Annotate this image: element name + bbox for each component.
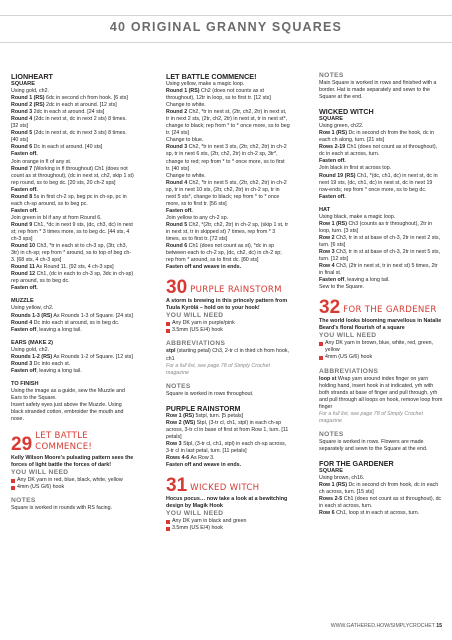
pattern-number: 30 xyxy=(166,277,188,299)
instruction-text xyxy=(11,264,135,271)
section-heading xyxy=(319,459,443,468)
instruction-label: Round 9 xyxy=(11,221,33,228)
instruction-body: Using the image as a guide, sew the Muzzle and Ears to the Square. xyxy=(11,387,125,401)
pattern-number: 29 xyxy=(11,434,33,456)
footer-url: WWW.GATHERED.HOW/SIMPLYCROCHET xyxy=(330,623,435,629)
instruction-text xyxy=(166,180,290,208)
instruction-label: Round 4 xyxy=(11,116,33,123)
pattern-intro xyxy=(166,298,290,312)
notes-heading xyxy=(319,368,443,376)
instruction-body: (starting petal) Ch3, 2-tr cl in third ch from hook, ch1 xyxy=(166,348,290,362)
instruction-label: Row 6 xyxy=(319,510,335,517)
instruction-text xyxy=(166,88,290,102)
instruction-text xyxy=(166,81,290,88)
pattern-heading xyxy=(166,277,290,299)
instruction-text xyxy=(11,166,135,187)
you-will-need-heading xyxy=(11,469,135,477)
page-footer xyxy=(312,623,442,629)
instruction-label: Fasten off. xyxy=(319,158,346,165)
instruction-text xyxy=(166,420,290,441)
instruction-text xyxy=(166,137,290,144)
instruction-body: Using brown, ch16. xyxy=(319,474,365,481)
instruction-label: Fasten off. xyxy=(11,207,38,214)
instruction-body: Hocus pocus… now take a look at a bewitching design by Magik Hook xyxy=(166,496,288,510)
you-will-need-heading xyxy=(319,332,443,340)
instruction-body: Using yellow, make a magic loop. xyxy=(166,81,245,87)
instruction-body: Change to white. xyxy=(166,172,206,179)
instruction-text xyxy=(166,391,290,398)
instruction-body: ABBREVIATIONS xyxy=(319,367,379,375)
instruction-text xyxy=(319,510,443,517)
instruction-body: Any DK yarn in purple/pink xyxy=(172,320,235,327)
bullet-item xyxy=(166,518,290,525)
instruction-text xyxy=(11,327,135,334)
instruction-label: Rows 2-19 xyxy=(319,144,346,151)
instruction-body: HAT xyxy=(319,206,331,213)
instruction-body: NOTES xyxy=(319,72,344,79)
instruction-text xyxy=(11,243,135,264)
instruction-body: YOU WILL NEED xyxy=(166,312,224,320)
subheading xyxy=(319,116,443,123)
instruction-label: Fasten off. xyxy=(11,285,38,292)
instruction-text xyxy=(166,102,290,109)
instruction-body: Insert safety eyes just above the Muzzle. Using black stranded cotton, embroider the mouth and nose. xyxy=(11,402,124,423)
instruction-body: LIONHEART xyxy=(11,72,53,81)
instruction-text xyxy=(11,144,135,151)
instruction-body: Any DK yarn in brown, blue, white, red, green, yellow xyxy=(325,340,434,354)
column-middle xyxy=(166,72,290,532)
instruction-text xyxy=(319,80,443,101)
instruction-text xyxy=(319,235,443,249)
instruction-label: Row 1 (RS) xyxy=(319,220,347,227)
instruction-body: Join orange in fl of any st. xyxy=(11,158,72,165)
instruction-body: LET BATTLE COMMENCE! xyxy=(166,72,257,81)
instruction-body: Join green in bl if any st from Round 6. xyxy=(11,214,102,221)
instruction-label: loop st xyxy=(319,375,337,382)
instruction-body: Change to blue. xyxy=(166,137,204,144)
instruction-label: Fasten off xyxy=(11,326,37,333)
instruction-label: Round 12 xyxy=(11,271,36,278)
pattern-heading xyxy=(11,431,135,456)
subheading xyxy=(11,381,135,388)
instruction-body: Square is worked in rows. Flowers are made separately and sewn to the Square at the end. xyxy=(319,438,428,452)
instruction-body: Using green, ch22. xyxy=(319,123,364,130)
instruction-body: Ch1, (dc in each to ch-3 sp, 3dc in ch-sp) rep around, ss to beg dc. xyxy=(11,271,134,285)
instruction-text xyxy=(11,347,135,354)
instruction-body: 5stpl, turn. [5 petals] xyxy=(193,412,244,419)
instruction-body: Ch3, tr in st at base of ch-3, 2tr in next 5 sts, turn. [12 sts] xyxy=(319,248,441,263)
instruction-body: ABBREVIATIONS xyxy=(166,340,226,348)
instruction-label: Fasten off. xyxy=(166,207,193,214)
reference-note xyxy=(319,411,443,425)
instruction-text xyxy=(11,159,135,166)
instruction-body: Ch1 (does not count as st throughout), dc in each st across, turn. xyxy=(319,144,438,158)
instruction-text xyxy=(11,505,135,512)
instruction-body: Ch1, *(dc, ch1, dc) in next st, dc in next 19 sts, (dc, ch1, dc) in next st, dc in next 19 row-ends; rep from * once more, ss to beg dc. xyxy=(319,172,438,193)
instruction-body: For a full list, see page 78 of Simply Crochet magazine xyxy=(319,410,423,424)
instruction-body: NOTES xyxy=(319,430,344,438)
instruction-text xyxy=(11,194,135,208)
instruction-body: Join black in first st across top. xyxy=(319,165,392,172)
pattern-number: 32 xyxy=(319,297,341,319)
instruction-body: Ch2, *tr in next 3 sts, (2tr, ch2, 2tr) in ch-2 sp, tr in next 6 sts, (2tr, ch2, 2tr) in ch-2 sp, 3tr*, change to red; rep from * to * once more, ss to first tr. [40 sts] xyxy=(166,144,287,172)
instruction-body: 5s in first ch-2 sp, beg pc in ch-sp, pc in each ch-sp around, ss to beg pc. xyxy=(11,193,127,207)
page-header xyxy=(0,0,452,46)
pattern-heading xyxy=(166,475,290,497)
section-heading xyxy=(166,404,290,413)
instruction-body: , leaving a long tail. xyxy=(36,326,82,333)
instruction-label: Fasten off and weave in ends. xyxy=(166,264,242,271)
section-heading xyxy=(319,107,443,116)
instruction-text xyxy=(319,249,443,263)
instruction-label: Fasten off xyxy=(11,367,37,374)
instruction-label: stpl xyxy=(166,348,176,355)
instruction-label: Row 2 xyxy=(319,234,335,241)
instruction-label: Round 1 (RS) xyxy=(166,88,200,95)
instruction-label: Round 1 (RS) xyxy=(11,95,45,102)
instruction-text xyxy=(11,95,135,102)
instruction-text xyxy=(319,123,443,130)
instruction-label: Round 7 xyxy=(11,165,33,172)
instruction-body: Main Square is worked in rows and finished with a border. Hat is made separately and sewn to the Square at the end. xyxy=(319,80,437,101)
pattern-heading xyxy=(319,297,443,319)
instruction-label: Fasten off. xyxy=(319,193,346,200)
instruction-text xyxy=(11,361,135,368)
instruction-body: 3.5mm (US E/4) hook xyxy=(172,525,223,532)
instruction-text xyxy=(11,208,135,215)
instruction-text xyxy=(319,277,443,284)
instruction-body: Dc into each st around, ss in beg dc. xyxy=(32,319,120,326)
instruction-text xyxy=(11,109,135,116)
instruction-text xyxy=(11,402,135,423)
instruction-body: Using black, make a magic loop. xyxy=(319,213,396,220)
instruction-label: Round 10 xyxy=(11,243,36,250)
instruction-body: 2dc in each st around. [12 sts] xyxy=(44,102,117,109)
instruction-label: Rounds 1-3 (RS) xyxy=(11,312,53,319)
instruction-label: Round 2 xyxy=(166,109,188,116)
instruction-body: Ch2 (does not counts as st throughout), 12tr in loop, ss to first tr. [12 sts] xyxy=(166,88,271,102)
instruction-label: Round 8 xyxy=(11,193,33,200)
section-heading xyxy=(11,72,135,81)
pattern-title: WICKED WITCH xyxy=(190,483,260,494)
instruction-body: Dc in each st around. [40 sts] xyxy=(32,144,103,151)
instruction-label: Round 5 xyxy=(11,130,33,137)
header-rule-bottom xyxy=(0,42,452,43)
instruction-text xyxy=(166,243,290,264)
spacer xyxy=(11,423,135,429)
instruction-body: YOU WILL NEED xyxy=(166,510,224,518)
instruction-label: Round 3 xyxy=(11,109,33,116)
instruction-body: YOU WILL NEED xyxy=(11,469,69,477)
instruction-body: Ch3, tr in st at base of ch-3, 2tr in next 2 sts, turn. [6 sts] xyxy=(319,234,441,248)
bullet-item xyxy=(166,327,290,334)
instruction-text xyxy=(319,376,443,411)
instruction-body: TO FINISH xyxy=(11,380,39,387)
instruction-text xyxy=(319,496,443,510)
instruction-body: SQUARE xyxy=(319,467,343,474)
instruction-text xyxy=(166,222,290,243)
instruction-text xyxy=(11,285,135,292)
instruction-label: Row 4 xyxy=(319,263,335,270)
reference-note xyxy=(166,363,290,377)
instruction-label: Fasten off. xyxy=(11,151,38,158)
instruction-label: Round 4 xyxy=(11,319,33,326)
instruction-body: As Row 3. xyxy=(189,454,215,461)
pattern-title: PURPLE RAINSTORM xyxy=(190,285,282,296)
instruction-body: YOU WILL NEED xyxy=(319,332,377,340)
instruction-body: Ch1, loop st in each st across, turn. xyxy=(334,510,420,517)
subheading xyxy=(11,340,135,347)
instruction-label: Fasten off xyxy=(319,277,345,284)
instruction-text xyxy=(319,439,443,453)
instruction-body: SQUARE xyxy=(319,116,343,123)
instruction-body: Ch1, *dc in next 9 sts, (dc, ch3, dc) in next st; rep from * 3 times more, ss to beg dc. [44 sts, 4 ch-3 sps] xyxy=(11,221,133,243)
instruction-body: Ch2, *tr in next st, (2tr, ch2, 2tr) in next st, tr in next 2 sts, (2tr, ch2, 2tr) in next st, tr in next st*, change to black; rep from * to * once more, ss to beg tr. [24 sts] xyxy=(166,109,290,137)
instruction-text xyxy=(319,284,443,291)
instruction-text xyxy=(166,264,290,271)
instruction-body: As Rounds 1-3 of Square. [24 sts] xyxy=(52,312,133,319)
instruction-label: Round 4 xyxy=(166,179,188,186)
instruction-text xyxy=(166,215,290,222)
instruction-body: Any DK yarn in black and green xyxy=(172,518,247,525)
pattern-title: FOR THE GARDENER xyxy=(343,305,437,316)
notes-heading xyxy=(166,340,290,348)
instruction-label: Fasten off. xyxy=(11,186,38,193)
notes-heading xyxy=(319,72,443,80)
instruction-text xyxy=(319,214,443,221)
you-will-need-heading xyxy=(166,510,290,518)
instruction-body: Sew to the Square. xyxy=(319,284,365,291)
instruction-body: Ch1 (does not count as st throughout), dc in each st across, turn. xyxy=(319,496,442,510)
instruction-text xyxy=(11,313,135,320)
subheading xyxy=(319,207,443,214)
instruction-text xyxy=(11,215,135,222)
instruction-text xyxy=(319,173,443,194)
subheading xyxy=(319,468,443,475)
instruction-text xyxy=(319,263,443,277)
instruction-body: Change to white. xyxy=(166,102,206,109)
instruction-label: Round 5 xyxy=(166,221,188,228)
instruction-body: Ch3, (2tr in next st, tr in next st) 5 times, 2tr in final st. xyxy=(319,263,438,277)
instruction-text xyxy=(319,130,443,144)
instruction-body: 4mm (US G/6) hook xyxy=(325,354,373,361)
instruction-text xyxy=(166,173,290,180)
instruction-label: Rounds 1-2 (RS) xyxy=(11,353,53,360)
instruction-text xyxy=(11,222,135,243)
bullet-item xyxy=(319,354,443,361)
instruction-body: , leaving a long tail. xyxy=(344,277,390,284)
column-left xyxy=(11,72,135,512)
instruction-body: For a full list, see page 78 of Simply Crochet magazine xyxy=(166,362,270,376)
instruction-body: SQUARE xyxy=(11,81,35,87)
instruction-body: Stpl, (3-tr cl, ch1, stpl) in each ch-sp across, 3-tr cl in last petal, turn. [11 petals] xyxy=(166,440,287,454)
instruction-body: EARS (MAKE 2) xyxy=(11,339,53,346)
instruction-body: FOR THE GARDENER xyxy=(319,458,394,468)
instruction-text xyxy=(166,462,290,469)
instruction-body: (2dc in next st, dc in next 2 sts) 8 times. [32 sts] xyxy=(11,116,127,130)
instruction-label: Fasten off and weave in ends. xyxy=(166,462,242,469)
instruction-body: Stpl, (3-tr cl, ch1, stpl) in each ch-sp across, 3-tr cl in base of first st from Row 1, turn. [11 petals] xyxy=(166,419,289,440)
instruction-body: Wrap yarn around index finger on yarn holding hand, insert hook in st indicated, yrh with both strands at base of finger and pull through, yrh and pull through all loops on hook, remove loop from finger xyxy=(319,375,443,410)
instruction-text xyxy=(11,130,135,144)
instruction-body: Using gold, ch2. xyxy=(11,346,49,353)
instruction-label: Round 2 (RS) xyxy=(11,102,45,109)
page-number: 15 xyxy=(436,623,442,629)
instruction-label: Row 3 xyxy=(319,248,335,255)
bullet-item xyxy=(166,320,290,327)
subheading xyxy=(11,298,135,305)
instruction-label: Round 3 xyxy=(166,144,188,151)
instruction-body: As Rounds 1-2 of Square. [12 sts] xyxy=(52,353,133,360)
instruction-body: Ch3 (counts as tr throughout), 2tr in loop, turn. [3 sts] xyxy=(319,220,433,234)
bullet-item xyxy=(11,484,135,491)
page-title: 40 ORIGINAL GRANNY SQUARES xyxy=(109,20,343,34)
section-heading xyxy=(166,72,290,81)
instruction-body: Kelly Wilson Moore's pulsating pattern sees the forces of light battle the forces of dark! xyxy=(11,455,134,469)
instruction-text xyxy=(166,144,290,172)
instruction-label: Round 11 xyxy=(11,264,35,271)
instruction-label: Round 19 (RS) xyxy=(319,172,356,179)
notes-heading xyxy=(166,383,290,391)
instruction-text xyxy=(319,144,443,158)
notes-heading xyxy=(319,431,443,439)
instruction-text xyxy=(11,151,135,158)
instruction-body: , leaving a long tail. xyxy=(36,367,82,374)
pattern-intro xyxy=(319,318,443,332)
instruction-body: Dc into each st. xyxy=(32,360,71,367)
instruction-body: Square is worked in rounds with RS facing. xyxy=(11,505,112,512)
instruction-body: NOTES xyxy=(11,497,36,505)
instruction-label: Round 6 xyxy=(166,243,188,250)
instruction-body: (2dc in next st, dc in next 3 sts) 8 times. [40 sts] xyxy=(11,130,127,144)
pattern-intro xyxy=(166,496,290,510)
instruction-text xyxy=(11,88,135,95)
column-right xyxy=(319,72,443,517)
instruction-label: Round 3 xyxy=(11,360,33,367)
notes-heading xyxy=(11,497,135,505)
instruction-label: Rows 4-6 xyxy=(166,454,190,461)
you-will-need-heading xyxy=(166,312,290,320)
instruction-body: NOTES xyxy=(166,382,191,390)
pattern-title: LET BATTLE COMMENCE! xyxy=(35,431,93,453)
instruction-body: PURPLE RAINSTORM xyxy=(166,403,241,413)
instruction-label: Row 2 (WS) xyxy=(166,419,196,426)
instruction-text xyxy=(11,187,135,194)
instruction-body: MUZZLE xyxy=(11,298,34,305)
instruction-body: Square is worked in rows throughout. xyxy=(166,390,254,397)
instruction-label: Round 6 xyxy=(11,144,33,151)
instruction-label: Rows 2-5 xyxy=(319,496,343,503)
instruction-text xyxy=(11,271,135,285)
instruction-text xyxy=(11,102,135,109)
subheading xyxy=(11,81,135,88)
instruction-text xyxy=(11,305,135,312)
instruction-body: 6dc in second ch from hook. [6 sts] xyxy=(44,95,128,102)
instruction-text xyxy=(166,348,290,362)
instruction-text xyxy=(319,482,443,496)
instruction-body: As Round 11. [92 sts, 4 ch-3 sps] xyxy=(34,264,114,271)
instruction-text xyxy=(11,368,135,375)
instruction-body: A storm is brewing in this princely pattern from Tuula Kyrölä – hold on to your hook! xyxy=(166,298,288,312)
instruction-text xyxy=(166,455,290,462)
instruction-body: Ch2, *tr in next 5 sts, (2tr, ch2, 2tr) in ch-2 sp, tr in next 10 sts, (2tr, ch2, 2tr) in ch-2 sp, tr in next 5 sts*, change to black; rep from * to * once more, ss to first tr. [56 sts] xyxy=(166,179,287,207)
instruction-label: Row 3 xyxy=(166,440,182,447)
header-rule-top xyxy=(0,15,452,16)
instruction-text xyxy=(11,354,135,361)
instruction-body: Using yellow, ch2. xyxy=(11,305,54,312)
instruction-body: Ch3, *tr in each st to ch-3 sp, (3tr, ch3, 3tr) in ch-sp; rep from * around, ss to top of beg ch-3. [68 sts, 4 ch-3 sps] xyxy=(11,243,132,264)
instruction-text xyxy=(11,320,135,327)
instruction-body: Dc in second ch from hook, dc in each ch across, turn. [15 sts] xyxy=(319,482,439,496)
instruction-text xyxy=(11,388,135,402)
instruction-body: Join yellow to any ch-2 sp. xyxy=(166,214,229,221)
instruction-label: Row 1 (RS) xyxy=(166,412,194,419)
instruction-text xyxy=(319,194,443,201)
instruction-body: Using gold, ch2. xyxy=(11,88,49,95)
instruction-body: The world looks blooming marvellous in Natalie Beard's floral flourish of a square xyxy=(319,318,442,332)
instruction-body: WICKED WITCH xyxy=(319,107,374,117)
instruction-body: 3.5mm (US E/4) hook xyxy=(172,327,223,334)
instruction-body: Any DK yarn in red, blue, black, white, yellow xyxy=(17,477,123,484)
instruction-label: Row 1 (RS) xyxy=(319,482,347,489)
instruction-text xyxy=(166,413,290,420)
instruction-text xyxy=(11,116,135,130)
bullet-item xyxy=(11,477,135,484)
instruction-body: 2dc in each st around. [24 sts] xyxy=(32,109,105,116)
instruction-body: (Working in fl throughout) Ch1 (does not count as st throughout), (dc in next st, ch2, skip 1 st) rep round, ss to beg dc. [20 sts, 20 ch-2 sps] xyxy=(11,165,134,186)
pattern-number: 31 xyxy=(166,475,188,497)
pattern-intro xyxy=(11,455,135,469)
instruction-body: 4mm (US G/6) hook xyxy=(17,484,65,491)
instruction-text xyxy=(319,158,443,165)
instruction-body: Dc in second ch from the hook, dc in each ch along, turn. [21 sts] xyxy=(319,130,435,144)
instruction-text xyxy=(166,109,290,137)
instruction-body: Ch1 (does not count as st), *dc in sp between each to ch-2 sp, (dc, ch2, dc) in ch-2 sp; rep from * around, ss to first dc. [80 sts] xyxy=(166,243,282,264)
bullet-item xyxy=(166,525,290,532)
instruction-body: Ch2, *(2tr, ch2, 2tr) in ch-2 sp, (skip 1 st, tr in next st, tr in skipped st) 7 times, rep from * 3 times, ss to first tr. [72 sts] xyxy=(166,221,289,243)
bullet-item xyxy=(319,340,443,354)
instruction-text xyxy=(319,475,443,482)
instruction-text xyxy=(166,208,290,215)
instruction-text xyxy=(166,441,290,455)
instruction-text xyxy=(319,165,443,172)
instruction-label: Row 1 (RS) xyxy=(319,130,347,137)
instruction-text xyxy=(319,221,443,235)
